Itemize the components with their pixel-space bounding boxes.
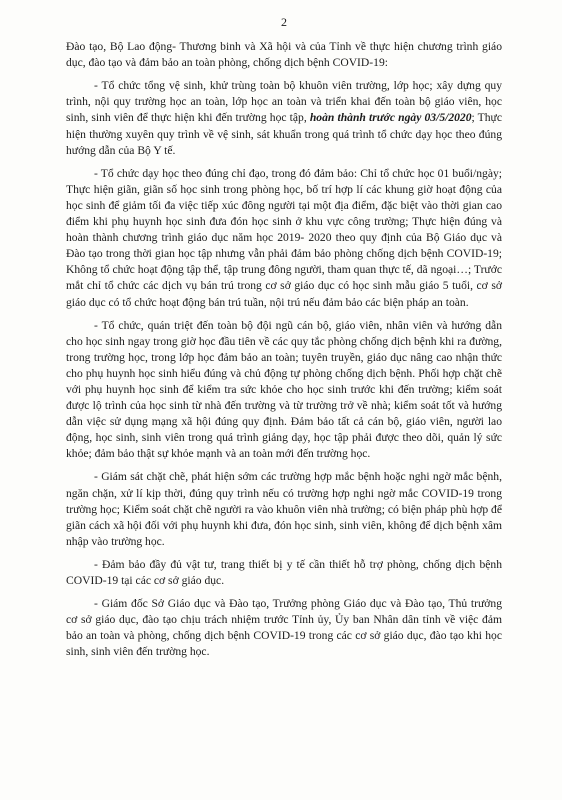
sanitation-text-after: ; Thực hiện thường xuyên quy trình về vệ sinh, sát khuẩn trong quá trình tổ chức dạy học theo đúng hướng dẫn của Bộ Y tế. — [66, 111, 502, 157]
page-number: 2 — [281, 15, 287, 29]
paragraph-sanitation — [66, 78, 502, 158]
paragraph-teaching: - Tổ chức dạy học theo đúng chỉ đạo, trong đó đảm bảo: Chỉ tổ chức học 01 buổi/ngày; Thực hiện giãn, giãn số học sinh trong phòng học, bố trí hợp lí các khung giờ hoạt động của học sinh để giảm tối đa việc tiếp xúc đông người tại một địa điểm, đặc biệt vào thời gian cao điểm khi phụ huynh học sinh đưa đón học sinh ở khu vực công trường; Thực hiện đúng và hoàn thành chương trình giáo dục năm học 2019- 2020 theo quy định của Bộ Giáo dục và Đào tạo trong thời gian học tập nhưng vẫn phải đảm bảo phòng chống dịch bệnh COVID-19; Không tổ chức hoạt động tập thể, tập trung đông người, tham quan thực tế, dã ngoại…; Trước mắt chỉ tổ chức các dịch vụ bán trú trong cơ sở giáo dục có học sinh mẫu giáo 5 tuổi, cơ sở giáo dục có tổ chức hoạt động bán trú tuần, nội trú nếu đảm bảo các biện pháp an toàn. — [66, 166, 502, 309]
paragraph-responsibility: - Giám đốc Sở Giáo dục và Đào tạo, Trưởng phòng Giáo dục và Đào tạo, Thủ trưởng cơ sở giáo dục, đào tạo chịu trách nhiệm trước Tỉnh ủy, Ủy ban Nhân dân tỉnh về việc đảm bảo an toàn và phòng, chống dịch bệnh COVID-19 trong các cơ sở giáo dục, đào tạo khi học sinh, sinh viên đến trường học. — [66, 597, 502, 659]
paragraph-monitoring: - Giám sát chặt chẽ, phát hiện sớm các trường hợp mắc bệnh hoặc nghi ngờ mắc bệnh, ngăn chặn, xử lí kịp thời, đúng quy trình nếu có trường hợp nghi ngờ mắc COVID-19 trong trường học; Kiểm soát chặt chẽ người ra vào khuôn viên nhà trường; có biện pháp phù hợp để giãn cách xã hội đối với phụ huynh khi đưa, đón học sinh, sinh viên, không để dịch bệnh xâm nhập vào trường học. — [66, 470, 502, 548]
paragraph-continuation: Đào tạo, Bộ Lao động- Thương binh và Xã hội và của Tỉnh về thực hiện chương trình giáo dục, đào tạo và đảm bảo an toàn phòng, chống dịch bệnh COVID-19: — [66, 40, 502, 70]
paragraph-supplies: - Đảm bảo đầy đủ vật tư, trang thiết bị y tế cần thiết hỗ trợ phòng, chống dịch bệnh COVID-19 tại các cơ sở giáo dục. — [66, 557, 502, 587]
paragraph-communication: - Tổ chức, quán triệt đến toàn bộ đội ngũ cán bộ, giáo viên, nhân viên và hướng dẫn cho học sinh ngay trong giờ học đầu tiên về các quy tắc phòng chống dịch bệnh khi ra đường, trong trường học, trong lớp học đảm bảo an toàn; tuyên truyền, giáo dục nâng cao nhận thức cho phụ huynh học sinh hiểu đúng và chủ động tự phòng chống dịch bệnh. Phối hợp chặt chẽ với phụ huynh học sinh để kiểm tra sức khỏe cho học sinh trước khi đến trường; kiểm soát được lộ trình của học sinh từ nhà đến trường và từ trường trở về nhà; kiểm soát tốt và hướng dẫn việc sử dụng mạng xã hội đúng quy định. Đảm bảo tất cả cán bộ, giáo viên, người lao động, học sinh, sinh viên trong quá trình giảng dạy, học tập phải được theo dõi, quản lý sức khỏe; đảm bảo thật sự khỏe mạnh và an toàn mới đến trường học. — [66, 318, 502, 461]
sanitation-deadline-emphasis: hoàn thành trước ngày 03/5/2020 — [309, 111, 472, 125]
sanitation-text-before: - Tổ chức tổng vệ sinh, khử trùng toàn bộ khuôn viên trường, lớp học; xây dựng quy trình, nội quy trường học an toàn, lớp học an toàn và triển khai đến toàn bộ giáo viên, học sinh, sinh viên để thực hiện khi đến trường học tập, — [66, 79, 502, 125]
